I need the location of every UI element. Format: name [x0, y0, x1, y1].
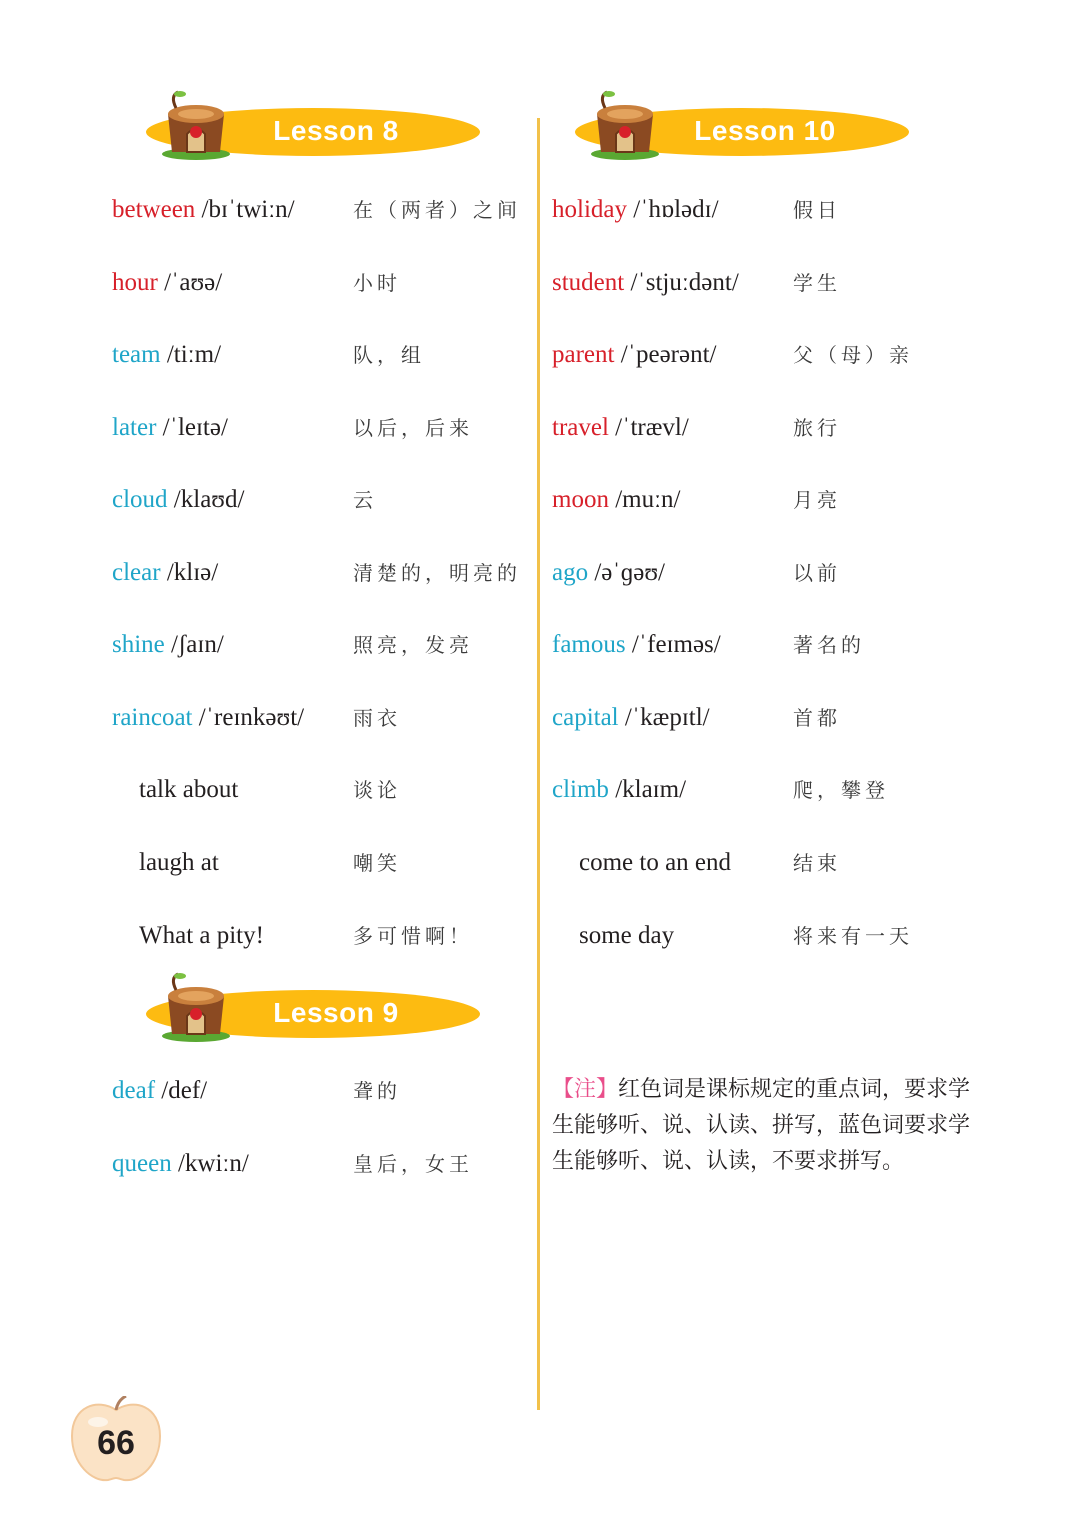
lesson-8-banner: [146, 104, 486, 160]
vocab-meaning: 在（两者）之间: [353, 198, 521, 222]
vocab-meaning: 旅行: [793, 416, 841, 440]
vocab-row: [112, 625, 473, 665]
vocab-phonetic: /ˈhɒlədɪ/: [627, 196, 719, 223]
vocab-row: [112, 263, 401, 303]
vocab-word: deaf: [112, 1077, 156, 1104]
vocab-row: [112, 1071, 401, 1111]
vocab-meaning: 雨衣: [353, 706, 401, 730]
vocab-word: between: [112, 196, 196, 223]
vocab-phonetic: /kwiːn/: [171, 1150, 249, 1177]
vocab-meaning: 首都: [793, 706, 841, 730]
vocab-phonetic: /ˈtrævl/: [608, 414, 689, 441]
vocab-row: [552, 190, 841, 230]
vocab-phonetic: /ˈreɪnkəʊt/: [192, 704, 305, 731]
phrase-meaning: 嘲笑: [353, 851, 401, 875]
vocab-word: hour: [112, 269, 158, 296]
vocab-row: [552, 553, 841, 593]
vocab-meaning: 清楚的，明亮的: [353, 561, 521, 585]
apple-page-number-icon: [68, 1396, 164, 1486]
vocab-phonetic: /ʃaɪn/: [164, 631, 224, 658]
vocab-phonetic: /klɪə/: [160, 559, 219, 586]
vocab-meaning: 以后，后来: [353, 416, 473, 440]
vocab-word: famous: [552, 631, 626, 658]
vocab-meaning: 父（母）亲: [793, 343, 913, 367]
lesson-9-banner: [146, 986, 486, 1042]
note-tag: 【注】: [552, 1077, 619, 1102]
vocab-phonetic: /muːn/: [608, 486, 681, 513]
phrase-row: [139, 916, 473, 956]
lesson-9-title: Lesson 9: [273, 997, 399, 1028]
vocab-meaning: 队，组: [353, 343, 425, 367]
vocab-meaning: 假日: [793, 198, 841, 222]
vocab-meaning: 学生: [793, 271, 841, 295]
phrase-row: [579, 916, 913, 956]
vocab-word: ago: [552, 559, 589, 586]
vocab-meaning: 月亮: [793, 488, 841, 512]
phrase-row: [579, 843, 841, 883]
vocab-row: [552, 335, 913, 375]
vocab-phonetic: /bɪˈtwiːn/: [195, 196, 295, 223]
vocab-meaning: 照亮，发亮: [353, 633, 473, 657]
lesson-8-title: Lesson 8: [273, 115, 399, 146]
vocab-phonetic: /ˈkæpɪtl/: [618, 704, 710, 731]
vocab-row: [552, 770, 889, 810]
phrase-meaning: 多可惜啊！: [353, 924, 473, 948]
vocab-row: [112, 1144, 473, 1184]
phrase-text: laugh at: [139, 849, 219, 876]
vocab-row: [112, 480, 377, 520]
vocab-phonetic: /klaʊd/: [167, 486, 245, 513]
vocab-row: [552, 480, 841, 520]
phrase-meaning: 谈论: [353, 778, 401, 802]
vocab-word: later: [112, 414, 157, 441]
vocab-meaning: 皇后，女王: [353, 1152, 473, 1176]
vocab-row: [552, 698, 841, 738]
phrase-row: [139, 843, 401, 883]
vocab-phonetic: /klaɪm/: [608, 776, 687, 803]
vocab-row: [112, 408, 473, 448]
vocab-row: [552, 408, 841, 448]
vocab-row: [112, 698, 401, 738]
vocab-phonetic: /def/: [155, 1077, 208, 1104]
vocab-word: holiday: [552, 196, 627, 223]
phrase-meaning: 将来有一天: [793, 924, 913, 948]
phrase-text: What a pity!: [139, 922, 264, 949]
vocab-row: [112, 553, 521, 593]
phrase-text: talk about: [139, 776, 239, 803]
lesson-10-title: Lesson 10: [694, 115, 836, 146]
vocab-word: travel: [552, 414, 609, 441]
vocab-row: [552, 263, 841, 303]
vocab-phonetic: /ˈleɪtə/: [156, 414, 228, 441]
vocab-row: [552, 625, 865, 665]
vocab-phonetic: /ˈfeɪməs/: [625, 631, 721, 658]
vocab-word: climb: [552, 776, 609, 803]
page-number: 66: [97, 1424, 135, 1462]
phrase-meaning: 结束: [793, 851, 841, 875]
vocab-phonetic: /ˈstjuːdənt/: [624, 269, 739, 296]
vocab-word: cloud: [112, 486, 168, 513]
vocab-meaning: 爬，攀登: [793, 778, 889, 802]
vocab-phonetic: /ˈaʊə/: [157, 269, 223, 296]
vocab-word: clear: [112, 559, 161, 586]
vocab-row: [112, 190, 521, 230]
vocab-meaning: 以前: [793, 561, 841, 585]
note-text: 红色词是课标规定的重点词，要求学生能够听、说、认读、拼写，蓝色词要求学生能够听、说、认读，不要求拼写。: [552, 1077, 971, 1174]
vocab-meaning: 云: [353, 488, 377, 512]
column-divider: [537, 118, 540, 1410]
phrase-row: [139, 770, 401, 810]
vocab-word: raincoat: [112, 704, 193, 731]
vocab-phonetic: /ˈpeərənt/: [614, 341, 717, 368]
vocab-phonetic: /əˈɡəʊ/: [588, 559, 665, 586]
vocab-word: capital: [552, 704, 619, 731]
vocab-meaning: 聋的: [353, 1079, 401, 1103]
vocab-word: shine: [112, 631, 165, 658]
phrase-text: some day: [579, 922, 675, 949]
vocab-word: moon: [552, 486, 609, 513]
vocab-word: team: [112, 341, 161, 368]
phrase-text: come to an end: [579, 849, 732, 876]
lesson-10-banner: [575, 104, 915, 160]
vocab-meaning: 小时: [353, 271, 401, 295]
vocab-word: parent: [552, 341, 615, 368]
vocab-row: [112, 335, 425, 375]
color-legend-note: [552, 1072, 972, 1180]
vocab-word: student: [552, 269, 625, 296]
vocab-word: queen: [112, 1150, 172, 1177]
vocab-meaning: 著名的: [793, 633, 865, 657]
vocab-phonetic: /tiːm/: [160, 341, 222, 368]
